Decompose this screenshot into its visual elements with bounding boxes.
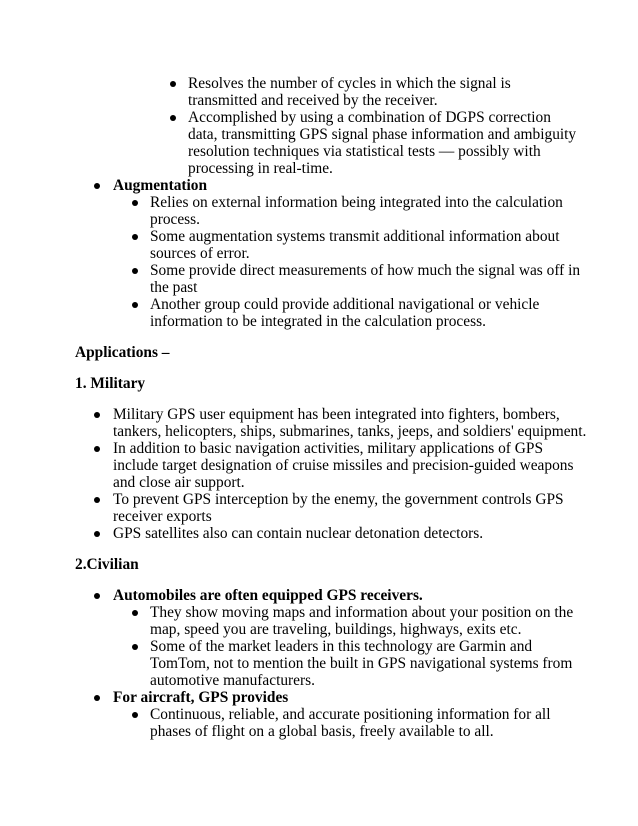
text-line: the past bbox=[150, 279, 198, 296]
automobiles-heading: Automobiles are often equipped GPS receivers. bbox=[113, 587, 423, 604]
text-line: Another group could provide additional navigational or vehicle bbox=[150, 296, 540, 313]
bullet-icon bbox=[170, 81, 176, 87]
text-line: Resolves the number of cycles in which the signal is bbox=[188, 75, 511, 92]
bullet-icon bbox=[94, 446, 100, 452]
bullet-icon bbox=[94, 593, 100, 599]
text-line: process. bbox=[150, 211, 201, 228]
bullet-icon bbox=[132, 712, 138, 718]
text-line: automotive manufacturers. bbox=[150, 672, 315, 689]
bullet-icon bbox=[132, 268, 138, 274]
text-line: and close air support. bbox=[113, 474, 245, 491]
bullet-icon bbox=[132, 302, 138, 308]
civilian-heading: 2.Civilian bbox=[75, 556, 139, 573]
bullet-icon bbox=[94, 695, 100, 701]
bullet-icon bbox=[170, 115, 176, 121]
bullet-icon bbox=[132, 200, 138, 206]
applications-heading: Applications – bbox=[75, 344, 170, 361]
text-line: sources of error. bbox=[150, 245, 250, 262]
text-line: Some provide direct measurements of how much the signal was off in bbox=[150, 262, 581, 279]
text-line: receiver exports bbox=[113, 508, 212, 525]
text-line: They show moving maps and information about your position on the bbox=[150, 604, 574, 621]
bullet-icon bbox=[94, 497, 100, 503]
text-line: data, transmitting GPS signal phase information and ambiguity bbox=[188, 126, 577, 143]
text-line: tankers, helicopters, ships, submarines, tanks, jeeps, and soldiers' equipment. bbox=[113, 423, 587, 440]
text-line: To prevent GPS interception by the enemy, the government controls GPS bbox=[113, 491, 564, 508]
text-line: transmitted and received by the receiver. bbox=[188, 92, 438, 109]
bullet-icon bbox=[94, 531, 100, 537]
text-line: map, speed you are traveling, buildings, highways, exits etc. bbox=[150, 621, 522, 638]
text-line: In addition to basic navigation activities, military applications of GPS bbox=[113, 440, 544, 457]
text-line: TomTom, not to mention the built in GPS navigational systems from bbox=[150, 655, 573, 672]
text-line: phases of flight on a global basis, freely available to all. bbox=[150, 723, 494, 740]
military-heading: 1. Military bbox=[75, 375, 146, 392]
text-line: Some of the market leaders in this technology are Garmin and bbox=[150, 638, 533, 655]
text-line: Some augmentation systems transmit additional information about bbox=[150, 228, 560, 245]
text-line: Continuous, reliable, and accurate positioning information for all bbox=[150, 706, 551, 723]
aircraft-heading: For aircraft, GPS provides bbox=[113, 689, 289, 706]
text-line: GPS satellites also can contain nuclear detonation detectors. bbox=[113, 525, 484, 542]
bullet-icon bbox=[94, 183, 100, 189]
text-line: processing in real-time. bbox=[188, 160, 333, 177]
text-line: Military GPS user equipment has been integrated into fighters, bombers, bbox=[113, 406, 560, 423]
bullet-icon bbox=[132, 234, 138, 240]
bullet-icon bbox=[132, 644, 138, 650]
text-line: resolution techniques via statistical tests — possibly with bbox=[188, 143, 541, 160]
augmentation-heading: Augmentation bbox=[113, 177, 208, 194]
bullet-icon bbox=[132, 610, 138, 616]
text-line: Accomplished by using a combination of DGPS correction bbox=[188, 109, 551, 126]
text-line: include target designation of cruise missiles and precision-guided weapons bbox=[113, 457, 574, 474]
bullet-icon bbox=[94, 412, 100, 418]
text-line: Relies on external information being integrated into the calculation bbox=[150, 194, 563, 211]
text-line: information to be integrated in the calculation process. bbox=[150, 313, 486, 330]
